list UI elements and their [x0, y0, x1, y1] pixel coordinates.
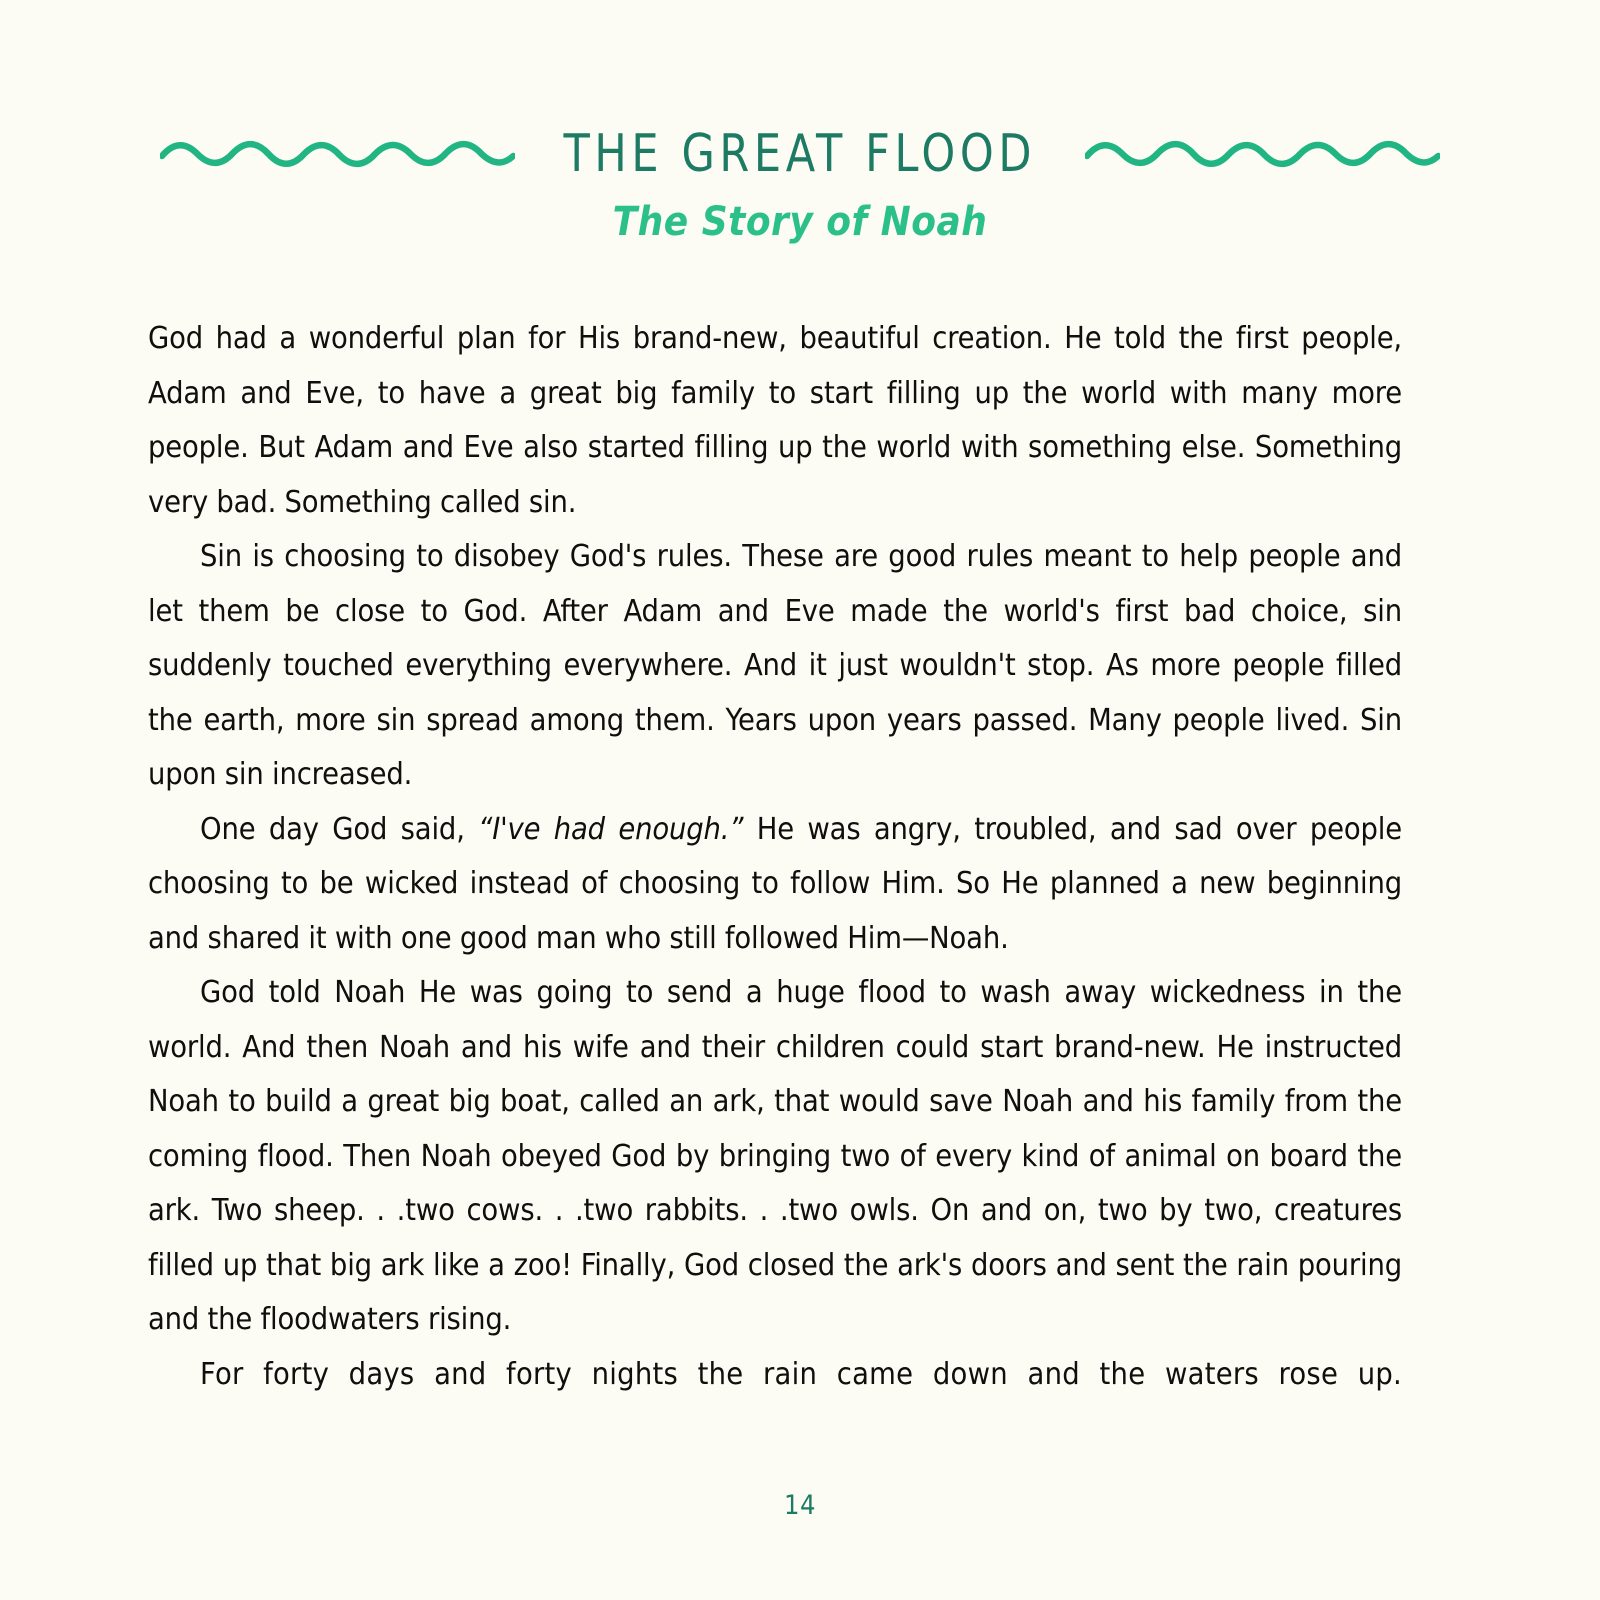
- page-title: THE GREAT FLOOD: [563, 124, 1037, 184]
- paragraph-lead: One day God said,: [200, 811, 479, 847]
- paragraph: God told Noah He was going to send a huge flood to wash away wickedness in the world. And then Noah and his wife and their children could start brand-new. He instructed Noah to build a great big boat, called an ark, that would save Noah and his family from the coming flood. Then Noah obeyed God by bringing two of every kind of animal on board the ark. Two sheep. . .two cows. . .two rabbits. . .two owls. On and on, two by two, creatures filled up that big ark like a zoo! Finally, God closed the ark's doors and sent the rain pouring and the floodwaters rising.: [148, 975, 1402, 1337]
- wavy-line-icon: [1085, 134, 1440, 174]
- story-body: [148, 312, 1402, 1457]
- paragraph-rest: He was angry, troubled, and sad over people choosing to be wicked instead of choosing to follow Him. So He planned a new beginning and shared it with one good man who still followed Him—Noah.: [148, 811, 1403, 956]
- wavy-line-icon: [160, 134, 515, 174]
- page-header: [0, 124, 1600, 245]
- paragraph: For forty days and forty nights the rain came down and the waters rose up.: [200, 1356, 1402, 1392]
- paragraph: [148, 803, 1402, 967]
- paragraph: Sin is choosing to disobey God's rules. These are good rules meant to help people and let them be close to God. After Adam and Eve made the world's first bad choice, sin suddenly touched everything everywhere. And it just wouldn't stop. As more people filled the earth, more sin spread among them. Years upon years passed. Many people lived. Sin upon sin increased.: [148, 539, 1402, 792]
- page-subtitle: The Story of Noah: [612, 199, 988, 245]
- title-row: [160, 124, 1440, 184]
- quoted-speech: “I've had enough.”: [478, 811, 744, 847]
- paragraph: God had a wonderful plan for His brand-new, beautiful creation. He told the first people, Adam and Eve, to have a great big family to start filling up the world with many more people. But Adam and Eve also started filling up the world with something else. Something very bad. Something called sin.: [148, 321, 1402, 520]
- page-number: 14: [784, 1490, 816, 1521]
